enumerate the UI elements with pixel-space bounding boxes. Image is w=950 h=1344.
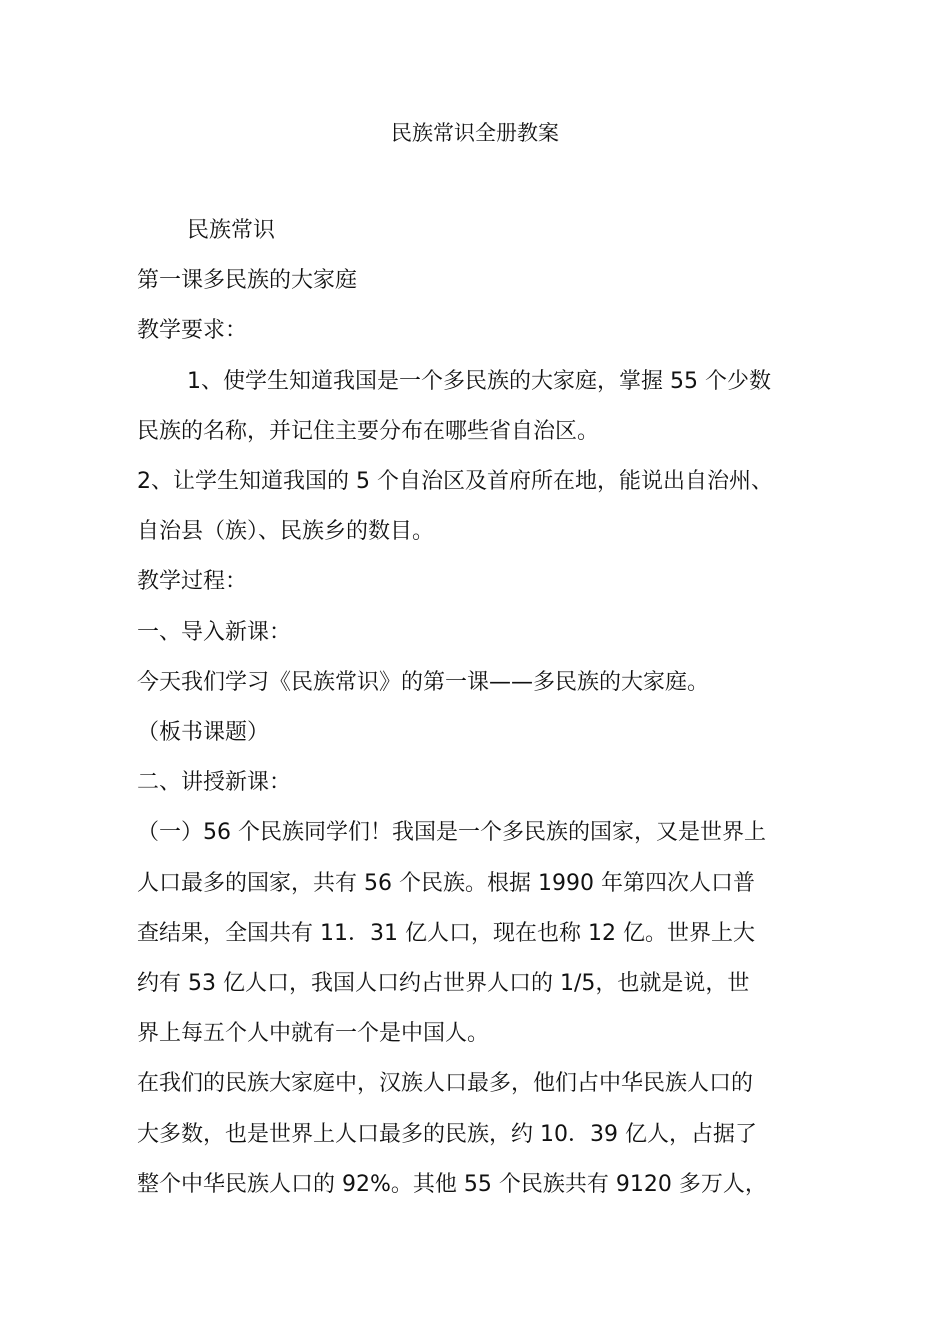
text-line: 在我们的民族大家庭中，汉族人口最多，他们占中华民族人口的 (137, 1071, 754, 1097)
requirements-heading: 教学要求： (137, 318, 248, 344)
text-line: 大多数，也是世界上人口最多的民族，约 10．39 亿人，占据了 (137, 1121, 757, 1147)
lesson-title: 第一课多民族的大家庭 (137, 268, 358, 294)
process-heading: 教学过程： (137, 569, 248, 595)
section-heading: 民族常识 (187, 218, 276, 243)
text-line: （一）56 个民族同学们！我国是一个多民族的国家，又是世界上 (137, 820, 766, 846)
text-line: 整个中华民族人口的 92%。其他 55 个民族共有 9120 多万人， (137, 1171, 767, 1197)
text-line: 约有 53 亿人口，我国人口约占世界人口的 1/5，也就是说，世 (137, 971, 750, 997)
text-line: 自治县（族）、民族乡的数目。 (137, 519, 435, 545)
text-line: 查结果，全国共有 11．31 亿人口，现在也称 12 亿。世界上大 (137, 920, 755, 946)
text-line: （板书课题） (137, 720, 270, 746)
document-body (137, 206, 807, 1210)
text-line: 民族的名称，并记住主要分布在哪些省自治区。 (137, 418, 600, 444)
text-line: 界上每五个人中就有一个是中国人。 (137, 1021, 490, 1047)
subheading: 二、讲授新课： (137, 770, 292, 796)
text-line: 今天我们学习《民族常识》的第一课——多民族的大家庭。 (137, 669, 710, 695)
text-line: 2、让学生知道我国的 5 个自治区及首府所在地，能说出自治州、 (137, 469, 773, 495)
text-line: 1、使学生知道我国是一个多民族的大家庭，掌握 55 个少数 (187, 368, 771, 394)
subheading: 一、导入新课： (137, 619, 292, 645)
document-title: 民族常识全册教案 (391, 121, 559, 145)
text-line: 人口最多的国家，共有 56 个民族。根据 1990 年第四次人口普 (137, 870, 755, 896)
